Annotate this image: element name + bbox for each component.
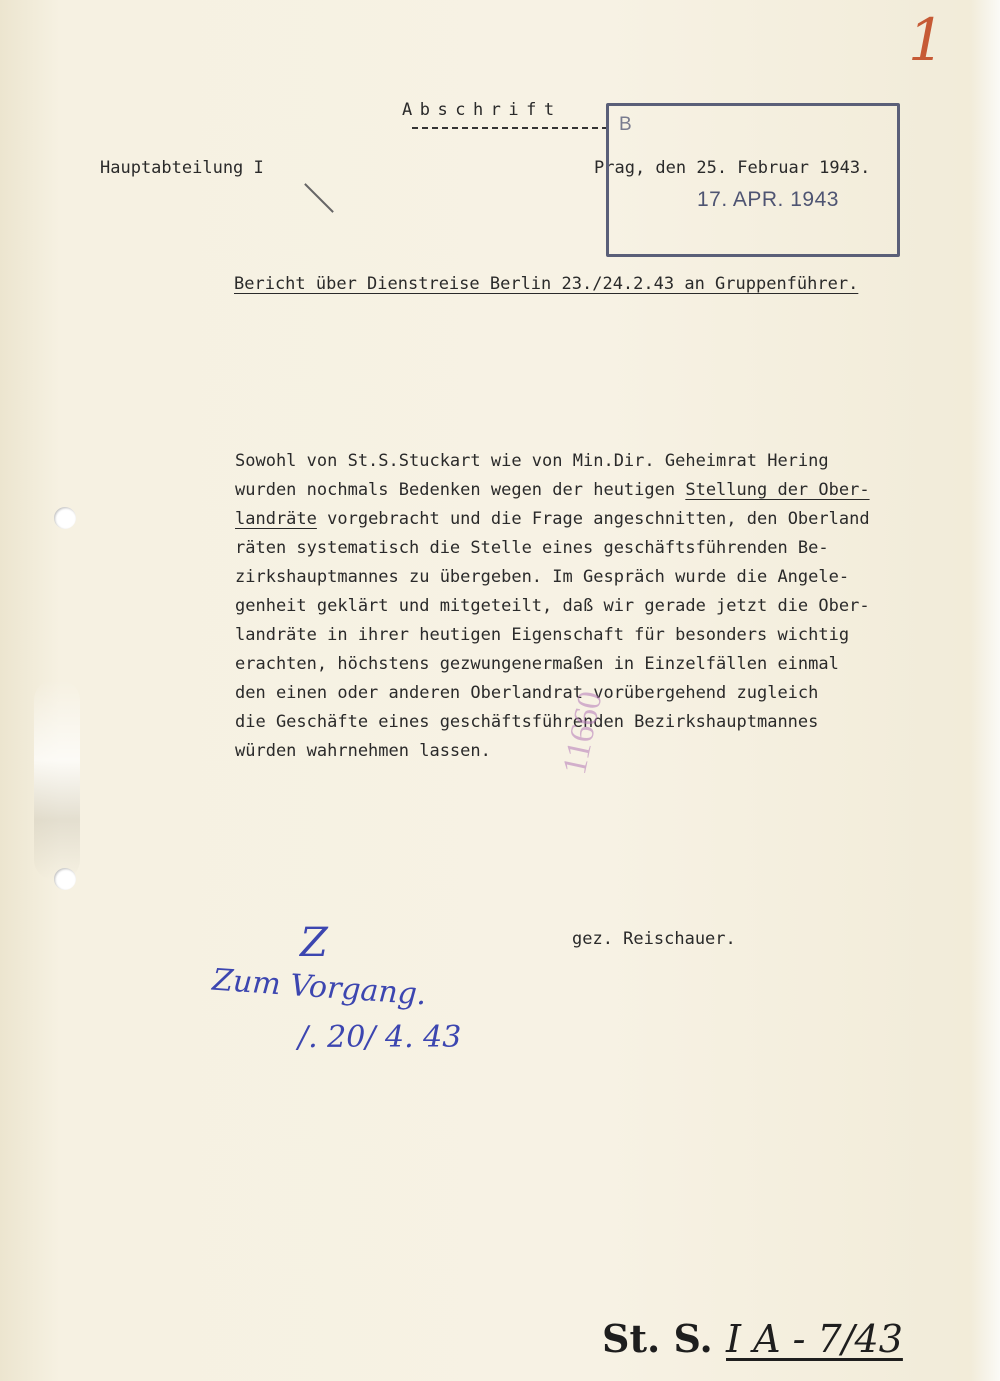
body-line — [235, 509, 870, 529]
file-reference — [602, 1316, 903, 1361]
document-title: Abschrift — [402, 100, 562, 120]
paper-edge — [970, 0, 1000, 1381]
title-underline — [412, 127, 608, 129]
handwritten-date: /. 20/ 4. 43 — [298, 1020, 462, 1055]
dateline: Prag, den 25. Februar 1943. — [594, 158, 871, 178]
stamp-header: B — [619, 114, 633, 135]
body-line — [235, 480, 870, 500]
purple-number-stamp: 11660 — [556, 688, 610, 778]
stamp-date: 17. APR. 1943 — [697, 188, 839, 211]
body-text: wurden nochmals Bedenken wegen der heutigen — [235, 480, 686, 500]
file-reference-prefix: St. S. — [602, 1316, 713, 1361]
body-line: den einen oder anderen Oberlandrat vorübergehend zugleich — [235, 683, 819, 703]
handwritten-note: Zum Vorgang. — [211, 962, 428, 1013]
body-underlined-text: Stellung der Ober- — [685, 480, 870, 500]
file-reference-number: I A - 7/43 — [726, 1317, 903, 1361]
punch-hole-bottom — [54, 868, 76, 890]
body-line: räten systematisch die Stelle eines geschäftsführenden Be- — [235, 538, 829, 558]
subject-line: Bericht über Dienstreise Berlin 23./24.2.43 an Gruppenführer. — [234, 274, 859, 294]
department-label: Hauptabteilung I — [100, 158, 264, 178]
body-underlined-text: landräte — [235, 509, 317, 529]
body-line: die Geschäfte eines geschäftsführenden Bezirkshauptmannes — [235, 712, 819, 732]
handwritten-initial: Z — [300, 920, 328, 966]
body-text: vorgebracht und die Frage angeschnitten, den Oberland — [316, 509, 870, 529]
red-page-mark: 1 — [908, 6, 945, 74]
body-line: Sowohl von St.S.Stuckart wie von Min.Dir. Geheimrat Hering — [235, 451, 829, 471]
body-line: erachten, höchstens gezwungenermaßen in Einzelfällen einmal — [235, 654, 839, 674]
receipt-stamp — [606, 103, 900, 257]
signature-line: gez. Reischauer. — [572, 929, 736, 949]
body-line: genheit geklärt und mitgeteilt, daß wir gerade jetzt die Ober- — [235, 596, 870, 616]
body-line: zirkshauptmannes zu übergeben. Im Gespräch wurde die Angele- — [235, 567, 850, 587]
body-line: landräte in ihrer heutigen Eigenschaft für besonders wichtig — [235, 625, 850, 645]
paper-crease — [34, 680, 80, 880]
body-line: würden wahrnehmen lassen. — [235, 741, 491, 761]
punch-hole-top — [54, 507, 76, 529]
